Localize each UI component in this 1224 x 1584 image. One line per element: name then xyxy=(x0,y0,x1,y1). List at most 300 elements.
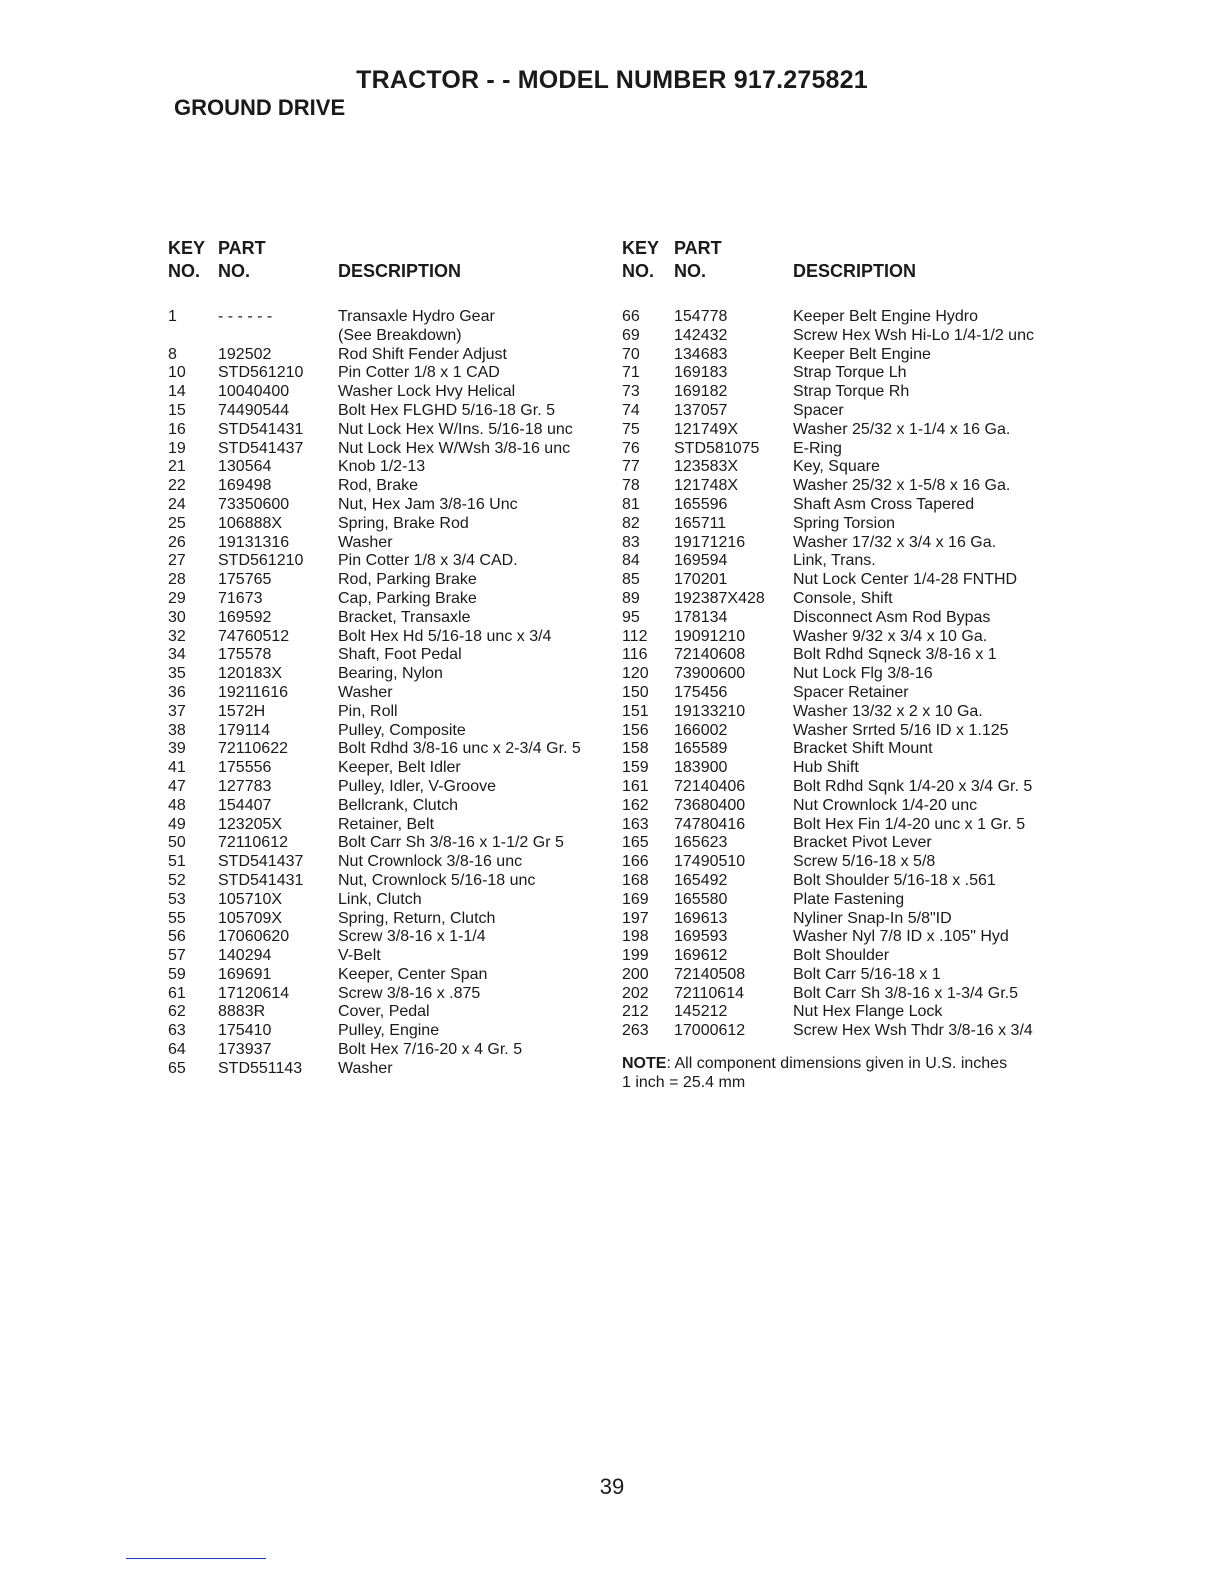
key-number: 202 xyxy=(622,984,649,1002)
part-number: 154407 xyxy=(218,796,272,814)
table-header xyxy=(622,238,1072,308)
table-row xyxy=(622,834,1072,853)
part-number: 17120614 xyxy=(218,984,290,1002)
part-number: 73680400 xyxy=(674,796,746,814)
key-number: 41 xyxy=(168,759,186,777)
key-number: 37 xyxy=(168,702,186,720)
part-number: 178134 xyxy=(674,608,728,626)
part-description: Nut Hex Flange Lock xyxy=(793,1003,943,1021)
part-description: Link, Trans. xyxy=(793,552,876,570)
part-description: Pin Cotter 1/8 x 3/4 CAD. xyxy=(338,552,518,570)
key-number: 30 xyxy=(168,608,186,626)
part-number: 130564 xyxy=(218,458,272,476)
table-row xyxy=(622,928,1072,947)
description-label: DESCRIPTION xyxy=(338,261,462,281)
key-number: 75 xyxy=(622,420,640,438)
key-number: 162 xyxy=(622,796,649,814)
note-label: NOTE xyxy=(622,1055,667,1073)
key-number: 166 xyxy=(622,853,649,871)
key-number: 82 xyxy=(622,514,640,532)
part-description: Bolt Hex 7/16-20 x 4 Gr. 5 xyxy=(338,1041,523,1059)
table-row xyxy=(622,515,1072,534)
key-number: 77 xyxy=(622,458,640,476)
part-description: Washer 25/32 x 1-5/8 x 16 Ga. xyxy=(793,477,1011,495)
key-number: 47 xyxy=(168,777,186,795)
part-description: Bolt Shoulder xyxy=(793,947,890,965)
part-description: Bolt Rdhd Sqneck 3/8-16 x 1 xyxy=(793,646,997,664)
table-row xyxy=(168,308,616,327)
part-description: Bracket, Transaxle xyxy=(338,608,471,626)
part-number: 17060620 xyxy=(218,928,290,946)
part-description: Plate Fastening xyxy=(793,890,905,908)
part-number: 73350600 xyxy=(218,495,290,513)
key-number: 198 xyxy=(622,928,649,946)
part-number: 173937 xyxy=(218,1041,272,1059)
key-number: 112 xyxy=(622,627,648,645)
parts-table-right xyxy=(622,238,1072,1092)
table-row xyxy=(168,910,616,929)
key-number: 89 xyxy=(622,589,640,607)
key-number: 65 xyxy=(168,1059,186,1077)
table-row xyxy=(622,966,1072,985)
part-description: Washer Lock Hvy Helical xyxy=(338,383,516,401)
part-description: Rod, Parking Brake xyxy=(338,571,477,589)
part-number: 169182 xyxy=(674,383,728,401)
part-description: Bolt Hex Hd 5/16-18 unc x 3/4 xyxy=(338,627,552,645)
key-number: 8 xyxy=(168,345,177,363)
part-description: Keeper Belt Engine Hydro xyxy=(793,308,978,325)
part-number: 17490510 xyxy=(674,853,746,871)
table-row xyxy=(168,684,616,703)
part-description: Shaft, Foot Pedal xyxy=(338,646,462,664)
part-no-label: NO. xyxy=(218,261,251,281)
table-row xyxy=(622,308,1072,327)
part-description: Keeper, Belt Idler xyxy=(338,759,461,777)
key-number: 27 xyxy=(168,552,186,570)
part-description: Washer xyxy=(338,1059,393,1077)
part-description: Bolt Rdhd Sqnk 1/4-20 x 3/4 Gr. 5 xyxy=(793,777,1033,795)
part-description: Bracket Pivot Lever xyxy=(793,834,932,852)
key-number: 59 xyxy=(168,965,186,983)
part-number: 19131316 xyxy=(218,533,290,551)
key-number: 52 xyxy=(168,871,186,889)
table-row xyxy=(168,346,616,365)
key-number: 35 xyxy=(168,665,186,683)
part-number: 165580 xyxy=(674,890,728,908)
note xyxy=(622,1054,1072,1092)
table-row xyxy=(622,628,1072,647)
part-description: Nut Crownlock 1/4-20 unc xyxy=(793,796,978,814)
part-number: 123205X xyxy=(218,815,283,833)
part-number: 170201 xyxy=(674,571,728,589)
part-description: Nut Lock Hex W/Wsh 3/8-16 unc xyxy=(338,439,571,457)
key-number: 69 xyxy=(622,326,640,344)
part-description: Screw Hex Wsh Thdr 3/8-16 x 3/4 xyxy=(793,1022,1033,1040)
part-number: 166002 xyxy=(674,721,728,739)
part-number: 165623 xyxy=(674,834,728,852)
part-number: STD541437 xyxy=(218,439,304,457)
part-number: 175578 xyxy=(218,646,272,664)
key-number: 78 xyxy=(622,477,640,495)
part-number: 165711 xyxy=(674,514,727,532)
part-description: Bolt Hex FLGHD 5/16-18 Gr. 5 xyxy=(338,401,555,419)
part-number: 73900600 xyxy=(674,665,746,683)
table-row xyxy=(622,440,1072,459)
key-number: 151 xyxy=(622,702,649,720)
table-row xyxy=(168,590,616,609)
key-number: 64 xyxy=(168,1041,186,1059)
part-number: 145212 xyxy=(674,1003,728,1021)
table-row xyxy=(622,853,1072,872)
key-number: 120 xyxy=(622,665,649,683)
part-number: 192502 xyxy=(218,345,272,363)
parts-list xyxy=(168,308,616,1079)
table-row xyxy=(168,477,616,496)
key-number: 200 xyxy=(622,965,649,983)
part-number: 169498 xyxy=(218,477,272,495)
table-row xyxy=(622,872,1072,891)
table-row xyxy=(168,947,616,966)
table-row xyxy=(622,703,1072,722)
table-row xyxy=(168,722,616,741)
key-number: 168 xyxy=(622,871,649,889)
part-description: Shaft Asm Cross Tapered xyxy=(793,495,975,513)
table-row xyxy=(622,534,1072,553)
part-number: 169183 xyxy=(674,364,728,382)
note-line xyxy=(622,1054,1072,1073)
part-number: 169593 xyxy=(674,928,728,946)
table-row xyxy=(168,816,616,835)
table-row xyxy=(168,1060,616,1079)
part-description: Transaxle Hydro Gear xyxy=(338,308,495,325)
key-no-label: NO. xyxy=(168,261,201,281)
key-number: 76 xyxy=(622,439,640,457)
table-row xyxy=(622,1022,1072,1041)
part-number: STD561210 xyxy=(218,364,304,382)
part-description: Nut Lock Flg 3/8-16 xyxy=(793,665,933,683)
key-number: 81 xyxy=(622,495,640,513)
part-description: Washer xyxy=(338,683,393,701)
part-number: 19211616 xyxy=(218,683,288,701)
table-row xyxy=(622,421,1072,440)
part-description: Console, Shift xyxy=(793,589,893,607)
part-number: 19171216 xyxy=(674,533,746,551)
part-number: 175765 xyxy=(218,571,272,589)
key-number: 74 xyxy=(622,401,640,419)
part-description: Bolt Shoulder 5/16-18 x .561 xyxy=(793,871,996,889)
section-title: GROUND DRIVE xyxy=(174,95,346,120)
part-number: 72110622 xyxy=(218,740,288,758)
table-row xyxy=(622,364,1072,383)
part-description: Strap Torque Rh xyxy=(793,383,910,401)
key-number: 19 xyxy=(168,439,186,457)
part-number: 175456 xyxy=(674,683,728,701)
table-row xyxy=(622,816,1072,835)
part-description: Washer 17/32 x 3/4 x 16 Ga. xyxy=(793,533,997,551)
part-number: 106888X xyxy=(218,514,283,532)
part-description: Pulley, Idler, V-Groove xyxy=(338,777,496,795)
part-number: 74760512 xyxy=(218,627,290,645)
table-row xyxy=(168,440,616,459)
table-row xyxy=(622,346,1072,365)
part-number: 165589 xyxy=(674,740,728,758)
part-number: STD561210 xyxy=(218,552,304,570)
table-row xyxy=(622,646,1072,665)
table-row xyxy=(168,402,616,421)
key-number: 50 xyxy=(168,834,186,852)
table-row xyxy=(622,722,1072,741)
part-number: STD541431 xyxy=(218,871,304,889)
part-number: STD551143 xyxy=(218,1059,303,1077)
table-row xyxy=(168,327,616,346)
key-label: KEY xyxy=(622,238,660,258)
table-row xyxy=(168,1022,616,1041)
part-number: 72110612 xyxy=(218,834,288,852)
table-row xyxy=(622,665,1072,684)
key-number: 70 xyxy=(622,345,640,363)
part-description: Washer xyxy=(338,533,393,551)
key-number: 150 xyxy=(622,683,649,701)
table-row xyxy=(168,646,616,665)
table-row xyxy=(168,797,616,816)
page-number: 39 xyxy=(599,1474,625,1499)
part-label: PART xyxy=(218,238,266,258)
table-row xyxy=(168,515,616,534)
key-number: 263 xyxy=(622,1022,649,1040)
key-number: 62 xyxy=(168,1003,186,1021)
part-number: 175556 xyxy=(218,759,272,777)
part-description: Spring, Brake Rod xyxy=(338,514,469,532)
part-number: 72110614 xyxy=(674,984,744,1002)
key-number: 199 xyxy=(622,947,649,965)
table-row xyxy=(168,891,616,910)
part-description: (See Breakdown) xyxy=(338,326,462,344)
table-header xyxy=(168,238,616,308)
table-row xyxy=(168,778,616,797)
part-description: Retainer, Belt xyxy=(338,815,435,833)
table-row xyxy=(168,364,616,383)
table-row xyxy=(622,797,1072,816)
table-row xyxy=(168,1041,616,1060)
note-conversion: 1 inch = 25.4 mm xyxy=(622,1074,746,1092)
key-number: 21 xyxy=(168,458,186,476)
part-description: Hub Shift xyxy=(793,759,859,777)
table-row xyxy=(622,402,1072,421)
key-number: 53 xyxy=(168,890,186,908)
part-description: Spring Torsion xyxy=(793,514,895,532)
part-description: Bellcrank, Clutch xyxy=(338,796,459,814)
part-description: Rod, Brake xyxy=(338,477,419,495)
table-row xyxy=(168,703,616,722)
part-description: Pin, Roll xyxy=(338,702,398,720)
table-row xyxy=(168,534,616,553)
key-number: 158 xyxy=(622,740,649,758)
key-number: 49 xyxy=(168,815,186,833)
key-number: 14 xyxy=(168,383,186,401)
part-number: 169592 xyxy=(218,608,272,626)
table-row xyxy=(168,628,616,647)
key-number: 15 xyxy=(168,401,186,419)
part-number: 179114 xyxy=(218,721,271,739)
part-number: 72140608 xyxy=(674,646,746,664)
key-number: 26 xyxy=(168,533,186,551)
part-number: 72140508 xyxy=(674,965,746,983)
part-description: Washer Nyl 7/8 ID x .105" Hyd xyxy=(793,928,1009,946)
part-number: 1572H xyxy=(218,702,266,720)
part-description: Spring, Return, Clutch xyxy=(338,909,496,927)
part-description: Bolt Hex Fin 1/4-20 unc x 1 Gr. 5 xyxy=(793,815,1026,833)
part-description: E-Ring xyxy=(793,439,842,457)
table-row xyxy=(622,327,1072,346)
part-number: STD581075 xyxy=(674,439,760,457)
part-number: 165492 xyxy=(674,871,728,889)
table-row xyxy=(168,834,616,853)
part-number: 105710X xyxy=(218,890,283,908)
part-number: 19133210 xyxy=(674,702,746,720)
key-number: 84 xyxy=(622,552,640,570)
note-text: : All component dimensions given in U.S. inches xyxy=(666,1055,1008,1073)
part-number: 19091210 xyxy=(674,627,746,645)
key-number: 85 xyxy=(622,571,640,589)
part-number: 8883R xyxy=(218,1003,266,1021)
table-row xyxy=(622,910,1072,929)
key-no-label: NO. xyxy=(622,261,655,281)
part-number: 192387X428 xyxy=(674,589,765,607)
table-row xyxy=(622,1003,1072,1022)
table-row xyxy=(168,458,616,477)
part-description: Bolt Carr 5/16-18 x 1 xyxy=(793,965,941,983)
part-number: 154778 xyxy=(674,308,728,325)
key-number: 57 xyxy=(168,947,186,965)
part-description: Bolt Carr Sh 3/8-16 x 1-3/4 Gr.5 xyxy=(793,984,1018,1002)
key-number: 156 xyxy=(622,721,649,739)
part-number: 175410 xyxy=(218,1022,272,1040)
part-description: Pulley, Composite xyxy=(338,721,466,739)
part-description: Screw 5/16-18 x 5/8 xyxy=(793,853,936,871)
key-number: 161 xyxy=(622,777,649,795)
table-row xyxy=(168,853,616,872)
key-number: 25 xyxy=(168,514,186,532)
key-number: 10 xyxy=(168,364,186,382)
key-number: 71 xyxy=(622,364,640,382)
part-number: 71673 xyxy=(218,589,263,607)
footer-rule xyxy=(126,1558,266,1559)
part-number: 17000612 xyxy=(674,1022,746,1040)
part-number: STD541437 xyxy=(218,853,304,871)
part-number: 142432 xyxy=(674,326,728,344)
table-row xyxy=(622,571,1072,590)
table-row xyxy=(622,891,1072,910)
part-number: 10040400 xyxy=(218,383,290,401)
part-number: 74780416 xyxy=(674,815,746,833)
key-number: 29 xyxy=(168,589,186,607)
table-row xyxy=(622,590,1072,609)
key-number: 22 xyxy=(168,477,186,495)
parts-list xyxy=(622,308,1072,1041)
table-row xyxy=(622,383,1072,402)
key-number: 16 xyxy=(168,420,186,438)
part-description: Pulley, Engine xyxy=(338,1022,440,1040)
part-description: Screw Hex Wsh Hi-Lo 1/4-1/2 unc xyxy=(793,326,1034,344)
part-number: 121748X xyxy=(674,477,739,495)
part-description: Screw 3/8-16 x 1-1/4 xyxy=(338,928,486,946)
part-number: 169594 xyxy=(674,552,728,570)
page-title: TRACTOR - - MODEL NUMBER 917.275821 xyxy=(356,66,868,94)
key-number: 38 xyxy=(168,721,186,739)
table-row xyxy=(622,458,1072,477)
part-description: Spacer xyxy=(793,401,844,419)
key-number: 36 xyxy=(168,683,186,701)
part-description: Keeper, Center Span xyxy=(338,965,488,983)
table-row xyxy=(622,947,1072,966)
key-number: 197 xyxy=(622,909,649,927)
part-description: Knob 1/2-13 xyxy=(338,458,426,476)
key-number: 28 xyxy=(168,571,186,589)
table-row xyxy=(622,759,1072,778)
part-description: Nut Crownlock 3/8-16 unc xyxy=(338,853,523,871)
table-row xyxy=(622,552,1072,571)
key-number: 61 xyxy=(168,984,186,1002)
table-row xyxy=(168,740,616,759)
table-row xyxy=(168,759,616,778)
table-row xyxy=(168,985,616,1004)
part-description: Cover, Pedal xyxy=(338,1003,430,1021)
part-number: 105709X xyxy=(218,909,283,927)
key-number: 163 xyxy=(622,815,649,833)
key-number: 51 xyxy=(168,853,186,871)
part-description: Washer 9/32 x 3/4 x 10 Ga. xyxy=(793,627,988,645)
part-number: 183900 xyxy=(674,759,728,777)
key-number: 39 xyxy=(168,740,186,758)
key-number: 169 xyxy=(622,890,649,908)
part-number: 123583X xyxy=(674,458,739,476)
part-number: 74490544 xyxy=(218,401,290,419)
part-description: Rod Shift Fender Adjust xyxy=(338,345,507,363)
table-row xyxy=(622,684,1072,703)
key-number: 165 xyxy=(622,834,649,852)
table-row xyxy=(168,872,616,891)
part-number: 137057 xyxy=(674,401,728,419)
part-description: Cap, Parking Brake xyxy=(338,589,477,607)
part-description: Washer 13/32 x 2 x 10 Ga. xyxy=(793,702,983,720)
table-row xyxy=(168,966,616,985)
key-number: 159 xyxy=(622,759,649,777)
table-row xyxy=(168,421,616,440)
table-row xyxy=(168,1003,616,1022)
key-number: 212 xyxy=(622,1003,649,1021)
key-number: 83 xyxy=(622,533,640,551)
part-description: Link, Clutch xyxy=(338,890,422,908)
part-number: 169613 xyxy=(674,909,728,927)
part-description: Bracket Shift Mount xyxy=(793,740,933,758)
key-number: 32 xyxy=(168,627,186,645)
part-number: 169691 xyxy=(218,965,272,983)
part-number: 140294 xyxy=(218,947,272,965)
key-number: 95 xyxy=(622,608,640,626)
part-number: STD541431 xyxy=(218,420,304,438)
table-row xyxy=(622,778,1072,797)
key-number: 116 xyxy=(622,646,648,664)
part-description: Spacer Retainer xyxy=(793,683,909,701)
parts-table-left xyxy=(168,238,616,1079)
table-row xyxy=(168,928,616,947)
key-number: 56 xyxy=(168,928,186,946)
key-number: 63 xyxy=(168,1022,186,1040)
part-description: Bolt Rdhd 3/8-16 unc x 2-3/4 Gr. 5 xyxy=(338,740,581,758)
part-description: Nut Lock Hex W/Ins. 5/16-18 unc xyxy=(338,420,573,438)
part-description: Nyliner Snap-In 5/8"ID xyxy=(793,909,952,927)
part-description: Nut, Hex Jam 3/8-16 Unc xyxy=(338,495,518,513)
